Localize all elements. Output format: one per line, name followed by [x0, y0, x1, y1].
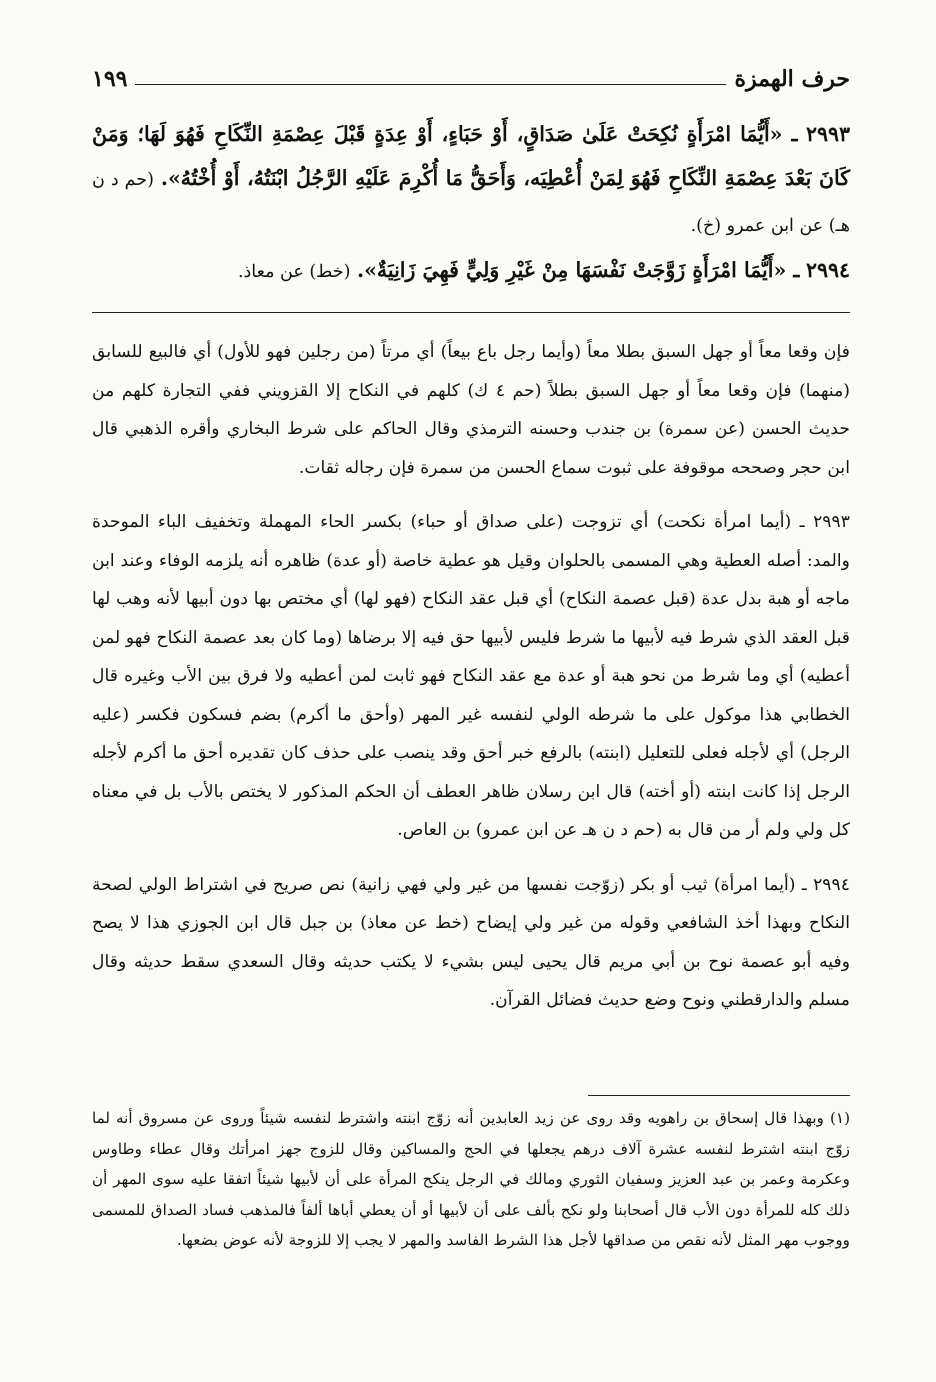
commentary-paragraph: ٢٩٩٤ ـ (أيما امرأة) ثيب أو بكر (زوّجت نفسها من غير ولي فهي زانية) نص صريح في اشتراط الولي لصحة النكاح وبهذا أخذ الشافعي وقوله من غير ولي إيضاح (خط عن معاذ) بن جبل قال ابن الجوزي هذا لا يصح وفيه أبو عصمة نوح بن أبي مريم قال يحيى ليس بشيء لا يكتب حديثه وقال السعدي سقط حديثه وقال مسلم والدارقطني ونوح وضع حديث فضائل القرآن. [92, 874, 850, 1010]
header-rule [135, 84, 726, 85]
page-header [92, 58, 850, 92]
hadith-2994 [92, 248, 850, 294]
hadith-dash: ـ [782, 122, 798, 146]
hadith-reference: (خط) عن معاذ. [237, 262, 351, 282]
hadith-text: «أَيُّمَا امْرَأَةٍ زَوَّجَتْ نَفْسَهَا مِنْ غَيْرِ وَلِيٍّ فَهِيَ زَانِيَةٌ». [356, 258, 787, 282]
hadith-number: ٢٩٩٣ [805, 122, 850, 146]
commentary-paragraph: ٢٩٩٣ ـ (أيما امرأة نكحت) أي تزوجت (على صداق أو حباء) بكسر الحاء المهملة وتخفيف الباء الموحدة والمد: أصله العطية وهي المسمى بالحلوان وقيل هو عطية خاصة (أو عدة) ظاهره أنه يلزمه الوفاء وعند ابن ماجه أو هبة بدل عدة (قبل عصمة النكاح) أي قبل عقد النكاح (فهو لها) أي مختص بها دون أبيها لأنه وهب لها قبل العقد الذي شرط فيه لأبيها ما شرط فليس لأبيها حق فيه إلا برضاها (وما كان بعد عصمة النكاح فهو لمن أعطيه) أي وما شرط من نحو هبة أو عدة مع عقد النكاح فهو ثابت لمن أعطيه ولا فرق بين الأب وغيره قال الخطابي هذا موكول على ما شرطه الولي لنفسه غير المهر (وأحق ما أكرم) بضم فسكون فكسر (عليه الرجل) أي لأجله فعلى للتعليل (ابنته) بالرفع خبر أحق وقد ينصب على حذف كان تقديره أحق ما أكرم لأجله الرجل إذا كانت ابنته (أو أخته) قال ابن رسلان ظاهر العطف أن الحكم المذكور لا يختص بالأب بل في معناه كل ولي ولم أر من قال به (حم د ن هـ عن ابن عمرو) بن العاص. [92, 512, 850, 840]
chapter-title: حرف الهمزة [734, 66, 850, 92]
footnote-divider [588, 1095, 850, 1096]
hadith-number: ٢٩٩٤ [805, 258, 850, 282]
footnote-section [92, 1103, 850, 1256]
hadith-dash: ـ [786, 258, 800, 282]
commentary-paragraph: فإن وقعا معاً أو جهل السبق بطلا معاً (وأيما رجل باع بيعاً) أي مرتاً (من رجلين فهو للأول) أي فالبيع للسابق (منهما) فإن وقعا معاً أو جهل السبق بطلاً (حم ٤ ك) كلهم في النكاح إلا القزويني ففي التجارة كلهم من حديث الحسن (عن سمرة) بن جندب وحسنه الترمذي وقال الحاكم على شرط البخاري وأقره الذهبي قال ابن حجر وصححه موقوفة على ثبوت سماع الحسن من سمرة فإن رجاله ثقات. [92, 342, 850, 478]
hadith-2993 [92, 112, 850, 248]
section-divider [92, 312, 850, 313]
hadith-text: «أَيُّمَا امْرَأَةٍ نُكِحَتْ عَلَىٰ صَدَاقٍ، أَوْ حَبَاءٍ، أَوْ عِدَةٍ قَبْلَ عِصْمَةِ النِّكَاحِ فَهُوَ لَهَا؛ وَمَنْ كَانَ بَعْدَ عِصْمَةِ النِّكَاحِ فَهُوَ لِمَنْ أُعْطِيَه، وَأَحَقُّ مَا أُكْرِمَ عَلَيْهِ الرَّجُلُ ابْنَتُهُ، أَوْ أُخْتُهُ». [92, 122, 851, 190]
footnote-text: (١) وبهذا قال إسحاق بن راهويه وقد روى عن زيد العابدين أنه زوّج ابنته واشترط لنفسه شيئاً وروى عن مسروق أنه لما زوّج ابنته اشترط لنفسه عشرة آلاف درهم يجعلها في الحج والمساكين وقال للزوج جهز امرأتك وقال عطاء وطاوس وعكرمة وعمر بن عبد العزيز وسفيان الثوري ومالك في الرجل ينكح المرأة على أن لأبيها شيئاً اتفقا عليه سوى المهر أن ذلك كله للمرأة دون الأب قال أصحابنا ولو نكح بألف على أن لأبيها أو أن يعطي أباها ألفاً فالمذهب فساد الصداق للمسمى ووجوب مهر المثل لأنه نقص من صداقها لأجل هذا الشرط الفاسد والمهر لا يجب إلا للزوجة لأنه عوض بضعها. [92, 1109, 850, 1249]
hadith-section [92, 112, 850, 294]
hadith-reference: (حم د ن هـ) عن ابن عمرو (خ). [92, 170, 850, 236]
page-number: ١٩٩ [92, 66, 128, 92]
commentary-section [92, 333, 850, 1020]
